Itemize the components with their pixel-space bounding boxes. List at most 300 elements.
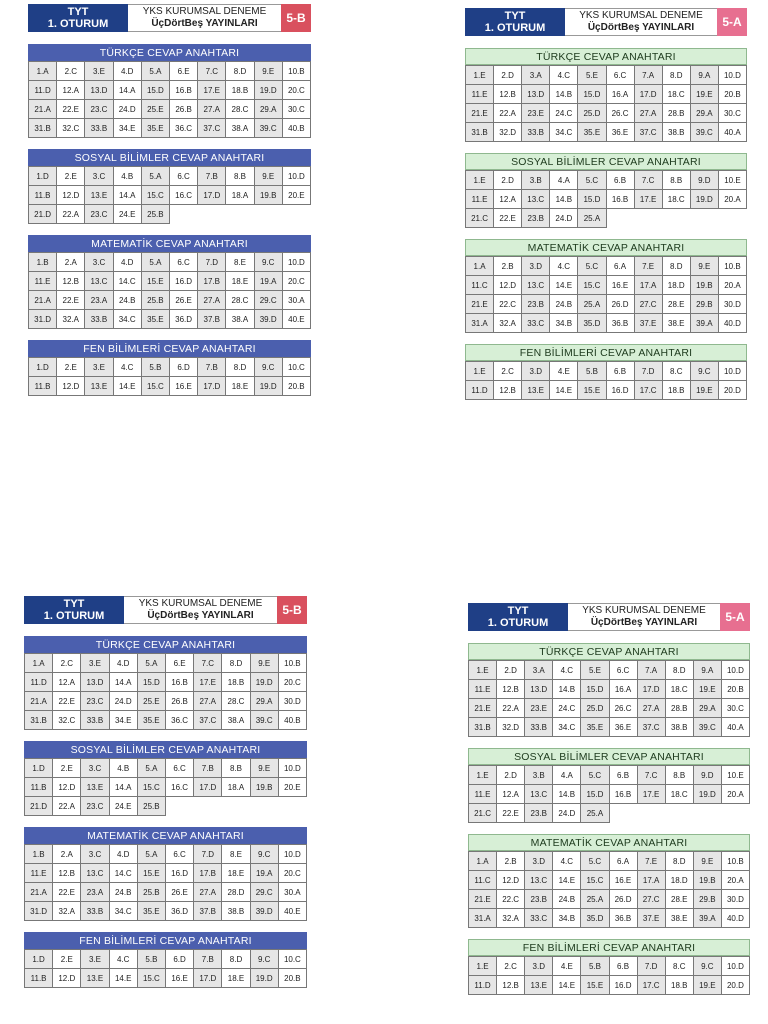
answer-cell: 32.D — [494, 123, 522, 142]
answer-cell: 34.E — [114, 119, 142, 138]
answer-cell: 4.C — [110, 950, 138, 969]
answer-cell: 21.E — [466, 104, 494, 123]
answer-cell: 28.C — [226, 291, 254, 310]
answer-cell: 10.D — [279, 845, 307, 864]
answer-cell: 14.B — [550, 85, 578, 104]
answer-cell: 8.B — [222, 759, 250, 778]
answer-cell: 34.B — [550, 314, 578, 333]
answer-cell: 7.C — [635, 171, 663, 190]
answer-cell: 7.C — [194, 654, 222, 673]
answer-cell: 38.B — [222, 902, 250, 921]
answer-cell: 34.E — [110, 711, 138, 730]
answer-cell: 4.B — [110, 759, 138, 778]
answer-cell: 1.A — [29, 62, 57, 81]
answer-cell: 25.A — [581, 804, 609, 823]
answer-cell: 3.C — [81, 759, 109, 778]
answer-cell: 29.A — [694, 699, 722, 718]
answer-cell: 39.A — [694, 909, 722, 928]
answer-cell: 28.B — [666, 699, 694, 718]
section-title: MATEMATİK CEVAP ANAHTARI — [24, 827, 307, 844]
answer-cell: 2.D — [494, 66, 522, 85]
answer-cell: 6.D — [166, 950, 194, 969]
answer-cell: 27.C — [638, 890, 666, 909]
answer-cell: 37.B — [198, 310, 226, 329]
answer-cell: 26.D — [607, 295, 635, 314]
answer-cell: 32.C — [57, 119, 85, 138]
answer-cell: 13.E — [85, 186, 113, 205]
answer-cell: 17.D — [198, 186, 226, 205]
answer-cell: 36.E — [607, 123, 635, 142]
answer-section — [465, 344, 747, 400]
answer-cell: 3.E — [85, 358, 113, 377]
answer-cell: 30.A — [279, 883, 307, 902]
answer-cell: 32.A — [57, 310, 85, 329]
answer-cell: 4.E — [550, 362, 578, 381]
answer-cell: 3.C — [85, 167, 113, 186]
answer-cell: 5.C — [578, 257, 606, 276]
answer-cell: 22.A — [497, 699, 525, 718]
answer-cell: 33.B — [85, 119, 113, 138]
answer-cell: 17.C — [635, 381, 663, 400]
answer-cell: 18.B — [226, 81, 254, 100]
answer-cell: 20.D — [719, 381, 747, 400]
answer-cell: 39.C — [255, 119, 283, 138]
answer-grid — [465, 256, 747, 333]
answer-cell: 20.E — [279, 778, 307, 797]
answer-cell: 10.D — [279, 759, 307, 778]
exam-type: TYT — [67, 6, 89, 18]
answer-grid — [465, 361, 747, 400]
answer-cell: 26.B — [166, 692, 194, 711]
answer-cell: 38.B — [666, 718, 694, 737]
answer-cell: 30.D — [279, 692, 307, 711]
answer-cell: 9.C — [255, 358, 283, 377]
answer-cell: 29.A — [251, 692, 279, 711]
answer-cell: 37.B — [194, 902, 222, 921]
answer-grid — [468, 660, 750, 737]
answer-cell: 18.B — [666, 976, 694, 995]
answer-cell: 21.E — [469, 699, 497, 718]
answer-cell: 15.D — [581, 680, 609, 699]
answer-cell: 33.B — [525, 718, 553, 737]
answer-cell: 20.B — [719, 85, 747, 104]
answer-cell: 2.C — [494, 362, 522, 381]
answer-cell: 7.B — [194, 950, 222, 969]
answer-cell: 12.D — [53, 969, 81, 988]
answer-cell: 11.D — [25, 673, 53, 692]
answer-cell: 4.C — [550, 257, 578, 276]
exam-title — [568, 603, 720, 631]
answer-cell: 8.D — [666, 852, 694, 871]
section-title: SOSYAL BİLİMLER CEVAP ANAHTARI — [468, 748, 750, 765]
answer-cell: 6.D — [170, 358, 198, 377]
answer-cell: 39.C — [251, 711, 279, 730]
answer-cell: 37.E — [638, 909, 666, 928]
answer-cell: 18.C — [666, 785, 694, 804]
answer-cell: 4.C — [114, 358, 142, 377]
answer-cell: 37.C — [194, 711, 222, 730]
answer-cell: 4.C — [553, 661, 581, 680]
answer-cell: 31.D — [25, 902, 53, 921]
answer-key-sheet — [24, 596, 307, 988]
answer-cell: 6.A — [607, 257, 635, 276]
answer-cell: 24.C — [553, 699, 581, 718]
answer-cell: 21.A — [25, 692, 53, 711]
answer-cell: 16.B — [170, 81, 198, 100]
answer-cell: 23.C — [85, 205, 113, 224]
session-name: 1. OTURUM — [43, 610, 105, 622]
answer-cell: 3.A — [522, 66, 550, 85]
answer-cell: 5.A — [142, 62, 170, 81]
answer-cell: 14.A — [110, 778, 138, 797]
answer-cell: 2.D — [497, 661, 525, 680]
answer-cell: 22.E — [494, 209, 522, 228]
answer-cell: 2.C — [497, 957, 525, 976]
answer-section — [24, 827, 307, 921]
answer-section — [468, 643, 750, 737]
answer-cell: 35.E — [138, 902, 166, 921]
answer-cell: 12.A — [494, 190, 522, 209]
answer-cell: 9.E — [255, 167, 283, 186]
answer-cell: 8.B — [666, 766, 694, 785]
answer-cell: 22.E — [57, 291, 85, 310]
answer-cell: 1.B — [29, 253, 57, 272]
answer-grid — [468, 851, 750, 928]
answer-cell: 23.E — [522, 104, 550, 123]
answer-cell: 27.A — [638, 699, 666, 718]
answer-cell: 21.C — [466, 209, 494, 228]
answer-cell: 11.B — [29, 186, 57, 205]
answer-cell: 7.D — [198, 253, 226, 272]
answer-section — [468, 748, 750, 823]
answer-cell: 1.E — [466, 171, 494, 190]
answer-cell: 1.E — [469, 766, 497, 785]
answer-cell: 30.C — [719, 104, 747, 123]
answer-cell: 32.A — [494, 314, 522, 333]
publisher-name: ÜçDörtBeş YAYINLARI — [147, 610, 254, 621]
answer-cell: 31.B — [469, 718, 497, 737]
answer-cell: 10.D — [722, 661, 750, 680]
answer-cell: 15.C — [142, 186, 170, 205]
answer-cell: 38.B — [663, 123, 691, 142]
answer-cell: 8.C — [666, 957, 694, 976]
answer-cell: 39.A — [691, 314, 719, 333]
answer-cell: 19.A — [255, 272, 283, 291]
answer-cell: 11.E — [29, 272, 57, 291]
answer-cell: 23.B — [522, 209, 550, 228]
publisher-name: ÜçDörtBeş YAYINLARI — [151, 18, 258, 29]
exam-name: YKS KURUMSAL DENEME — [138, 598, 263, 609]
answer-cell: 22.E — [57, 100, 85, 119]
section-title: MATEMATİK CEVAP ANAHTARI — [28, 235, 311, 252]
answer-cell: 15.E — [578, 381, 606, 400]
answer-cell: 28.E — [666, 890, 694, 909]
answer-cell: 35.E — [142, 119, 170, 138]
answer-cell: 15.D — [581, 785, 609, 804]
answer-cell: 26.E — [170, 291, 198, 310]
answer-cell: 20.B — [283, 377, 311, 396]
answer-cell: 40.E — [279, 902, 307, 921]
answer-cell: 9.E — [255, 62, 283, 81]
answer-cell: 34.C — [553, 718, 581, 737]
answer-cell: 35.E — [138, 711, 166, 730]
answer-cell: 23.E — [525, 699, 553, 718]
answer-cell: 19.D — [251, 969, 279, 988]
answer-cell: 24.D — [114, 100, 142, 119]
answer-cell: 8.D — [663, 257, 691, 276]
answer-cell: 7.A — [635, 66, 663, 85]
answer-cell: 12.A — [497, 785, 525, 804]
answer-section — [465, 48, 747, 142]
answer-cell: 6.C — [610, 661, 638, 680]
answer-cell: 14.E — [550, 381, 578, 400]
answer-cell: 16.E — [610, 871, 638, 890]
answer-cell: 15.C — [138, 969, 166, 988]
answer-cell: 28.C — [226, 100, 254, 119]
answer-cell: 5.C — [581, 766, 609, 785]
answer-section — [24, 741, 307, 816]
answer-cell: 17.D — [638, 680, 666, 699]
answer-cell: 32.A — [53, 902, 81, 921]
answer-cell: 12.D — [57, 377, 85, 396]
answer-cell: 5.B — [138, 950, 166, 969]
answer-cell: 13.C — [525, 871, 553, 890]
answer-cell: 4.B — [114, 167, 142, 186]
answer-cell: 32.A — [497, 909, 525, 928]
answer-cell: 1.A — [469, 852, 497, 871]
answer-cell: 14.C — [114, 272, 142, 291]
answer-cell: 17.E — [194, 673, 222, 692]
answer-cell: 10.C — [283, 358, 311, 377]
answer-cell: 4.D — [110, 845, 138, 864]
answer-cell: 25.B — [138, 797, 166, 816]
answer-cell: 15.D — [578, 85, 606, 104]
answer-cell: 22.A — [494, 104, 522, 123]
sheet-header — [24, 596, 307, 624]
answer-cell: 18.E — [226, 377, 254, 396]
answer-cell: 6.B — [610, 766, 638, 785]
answer-cell: 10.D — [719, 362, 747, 381]
answer-cell: 15.D — [142, 81, 170, 100]
answer-cell: 40.A — [719, 123, 747, 142]
answer-cell: 6.C — [166, 845, 194, 864]
answer-cell: 15.E — [142, 272, 170, 291]
answer-grid — [468, 765, 750, 823]
session-name: 1. OTURUM — [484, 22, 546, 34]
answer-cell: 9.D — [691, 171, 719, 190]
answer-cell: 15.C — [142, 377, 170, 396]
answer-cell: 28.D — [222, 883, 250, 902]
answer-cell: 31.B — [466, 123, 494, 142]
answer-cell: 5.E — [578, 66, 606, 85]
answer-cell: 11.B — [29, 377, 57, 396]
answer-cell: 23.C — [85, 100, 113, 119]
answer-cell: 8.D — [222, 654, 250, 673]
answer-cell: 31.D — [29, 310, 57, 329]
answer-cell: 12.D — [57, 186, 85, 205]
answer-cell: 3.C — [81, 845, 109, 864]
answer-cell: 18.C — [663, 85, 691, 104]
answer-cell: 10.E — [722, 766, 750, 785]
answer-cell: 26.C — [607, 104, 635, 123]
answer-cell: 13.D — [81, 673, 109, 692]
answer-cell: 8.C — [663, 362, 691, 381]
answer-cell: 22.C — [497, 890, 525, 909]
answer-cell: 24.C — [550, 104, 578, 123]
answer-cell: 14.B — [550, 190, 578, 209]
answer-cell: 31.B — [25, 711, 53, 730]
answer-cell: 16.A — [607, 85, 635, 104]
answer-cell: 11.E — [469, 680, 497, 699]
answer-cell: 20.C — [279, 673, 307, 692]
answer-cell: 17.D — [194, 969, 222, 988]
answer-cell: 6.C — [166, 759, 194, 778]
answer-cell: 17.D — [635, 85, 663, 104]
answer-cell: 25.E — [142, 100, 170, 119]
answer-cell: 1.D — [25, 759, 53, 778]
answer-cell: 10.E — [719, 171, 747, 190]
answer-cell: 20.E — [283, 186, 311, 205]
answer-cell: 8.B — [663, 171, 691, 190]
answer-cell: 25.B — [142, 205, 170, 224]
answer-cell: 9.A — [691, 66, 719, 85]
answer-cell: 4.D — [114, 253, 142, 272]
answer-cell: 10.B — [279, 654, 307, 673]
answer-cell: 16.C — [170, 186, 198, 205]
answer-section — [468, 939, 750, 995]
answer-cell: 19.B — [255, 186, 283, 205]
answer-cell: 21.C — [469, 804, 497, 823]
answer-cell: 16.D — [166, 864, 194, 883]
answer-cell: 25.A — [578, 209, 606, 228]
answer-cell: 40.E — [283, 310, 311, 329]
answer-section — [28, 340, 311, 396]
answer-cell: 13.E — [81, 969, 109, 988]
answer-cell: 9.C — [255, 253, 283, 272]
answer-cell: 9.C — [691, 362, 719, 381]
answer-cell: 27.A — [194, 692, 222, 711]
answer-cell: 25.D — [578, 104, 606, 123]
answer-key-sheet — [468, 603, 750, 995]
answer-cell: 31.A — [466, 314, 494, 333]
answer-cell: 40.B — [283, 119, 311, 138]
answer-cell: 2.C — [53, 654, 81, 673]
answer-cell: 27.A — [635, 104, 663, 123]
answer-cell: 20.B — [279, 969, 307, 988]
answer-cell: 28.B — [663, 104, 691, 123]
answer-cell: 5.B — [142, 358, 170, 377]
answer-cell: 16.B — [607, 190, 635, 209]
answer-cell: 18.C — [663, 190, 691, 209]
answer-cell: 24.D — [550, 209, 578, 228]
answer-cell: 3.E — [81, 950, 109, 969]
booklet-badge: 5-B — [277, 596, 307, 624]
answer-cell: 12.A — [57, 81, 85, 100]
answer-cell: 2.B — [497, 852, 525, 871]
answer-cell: 35.D — [578, 314, 606, 333]
answer-cell: 1.A — [25, 654, 53, 673]
answer-cell: 11.C — [466, 276, 494, 295]
answer-cell: 12.D — [494, 276, 522, 295]
answer-cell: 26.E — [166, 883, 194, 902]
answer-cell: 38.A — [226, 119, 254, 138]
answer-cell: 14.B — [553, 785, 581, 804]
answer-cell: 16.E — [170, 377, 198, 396]
answer-cell: 18.A — [226, 186, 254, 205]
answer-cell: 20.A — [722, 785, 750, 804]
answer-cell: 9.E — [694, 852, 722, 871]
answer-cell: 28.E — [663, 295, 691, 314]
section-title: MATEMATİK CEVAP ANAHTARI — [468, 834, 750, 851]
answer-cell: 3.B — [522, 171, 550, 190]
answer-cell: 17.B — [198, 272, 226, 291]
answer-cell: 18.E — [222, 969, 250, 988]
answer-cell: 6.C — [607, 66, 635, 85]
answer-grid — [465, 65, 747, 142]
answer-cell: 17.A — [635, 276, 663, 295]
answer-cell: 36.B — [610, 909, 638, 928]
answer-cell: 29.C — [255, 291, 283, 310]
answer-cell: 25.A — [578, 295, 606, 314]
sheet-header — [465, 8, 747, 36]
answer-cell: 17.E — [635, 190, 663, 209]
answer-cell: 23.B — [522, 295, 550, 314]
answer-cell: 14.E — [553, 976, 581, 995]
exam-name: YKS KURUMSAL DENEME — [579, 10, 703, 21]
answer-section — [24, 932, 307, 988]
answer-cell: 2.C — [57, 62, 85, 81]
answer-cell: 36.C — [170, 119, 198, 138]
answer-cell: 11.D — [466, 381, 494, 400]
exam-name: YKS KURUMSAL DENEME — [142, 6, 267, 17]
answer-cell: 12.B — [57, 272, 85, 291]
answer-cell: 3.C — [85, 253, 113, 272]
answer-cell: 38.E — [663, 314, 691, 333]
answer-cell: 15.C — [581, 871, 609, 890]
answer-cell: 3.D — [522, 362, 550, 381]
answer-cell: 22.C — [494, 295, 522, 314]
answer-cell: 18.E — [222, 864, 250, 883]
answer-cell: 1.E — [469, 661, 497, 680]
answer-cell: 6.E — [166, 654, 194, 673]
answer-cell: 29.B — [691, 295, 719, 314]
answer-cell: 33.B — [85, 310, 113, 329]
answer-cell: 1.D — [25, 950, 53, 969]
answer-cell: 20.C — [279, 864, 307, 883]
answer-cell: 6.A — [610, 852, 638, 871]
answer-cell: 16.B — [610, 785, 638, 804]
answer-cell: 29.C — [251, 883, 279, 902]
answer-cell: 16.D — [610, 976, 638, 995]
answer-cell: 21.E — [469, 890, 497, 909]
publisher-name: ÜçDörtBeş YAYINLARI — [587, 22, 695, 33]
answer-cell: 39.C — [691, 123, 719, 142]
answer-cell: 2.E — [57, 358, 85, 377]
answer-key-sheet — [28, 4, 311, 396]
answer-section — [468, 834, 750, 928]
answer-cell: 3.B — [525, 766, 553, 785]
exam-title — [128, 4, 281, 32]
answer-cell: 22.A — [57, 205, 85, 224]
answer-cell: 34.C — [550, 123, 578, 142]
answer-cell: 9.C — [251, 950, 279, 969]
answer-cell: 38.E — [666, 909, 694, 928]
answer-cell: 5.B — [578, 362, 606, 381]
answer-cell: 20.C — [283, 272, 311, 291]
answer-cell: 10.D — [719, 66, 747, 85]
answer-cell: 18.D — [666, 871, 694, 890]
answer-cell: 19.B — [694, 871, 722, 890]
